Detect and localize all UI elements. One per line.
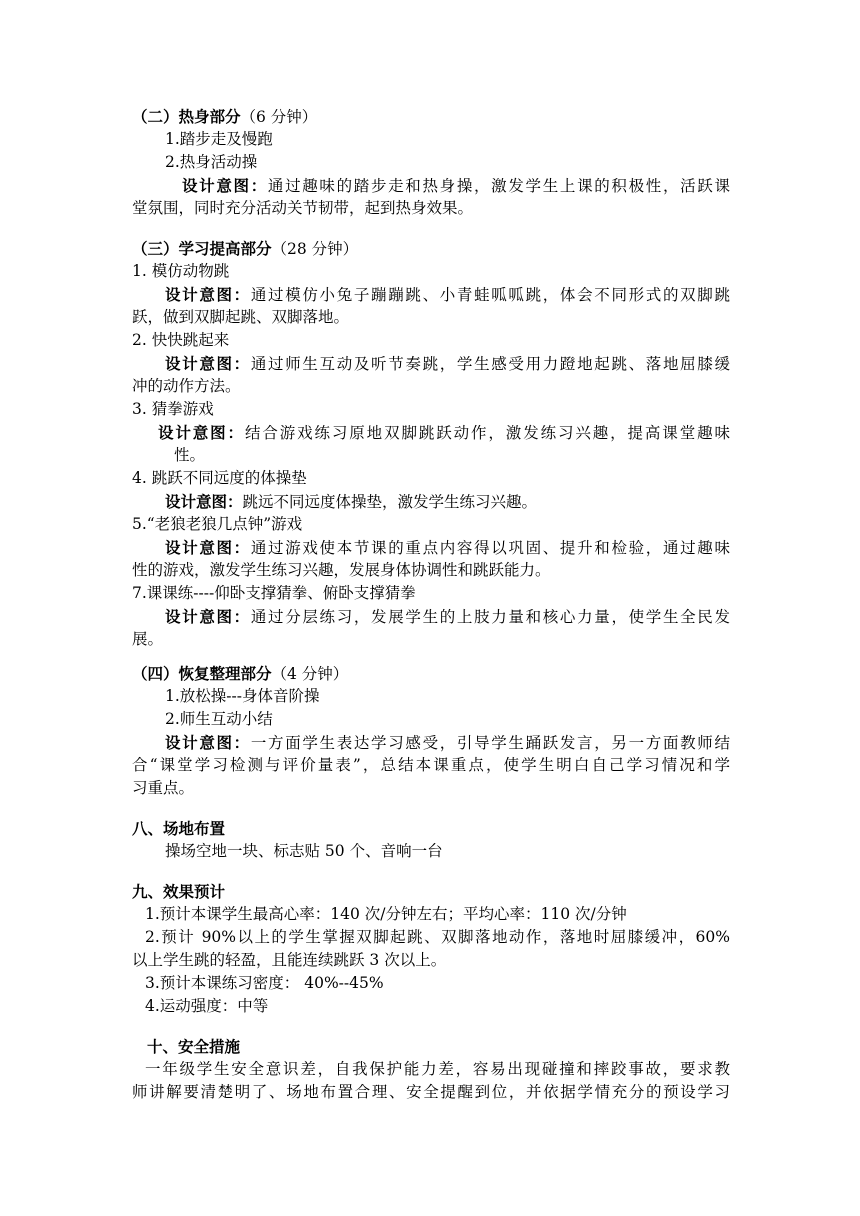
section-heading-safety: 十、安全措施	[147, 1037, 241, 1056]
learning-item-title: 2. 快快跳起来	[132, 331, 230, 349]
learning-item-intent: 设计意图：通过游戏使本节课的重点内容得以巩固、提升和检验，通过趣味	[165, 538, 730, 557]
learning-item-intent: 设计意图：跳远不同远度体操垫，激发学生练习兴趣。	[165, 492, 538, 511]
recovery-item-1: 1.放松操---身体音阶操	[165, 687, 320, 705]
section-heading-warmup: （二）热身部分（6 分钟）	[132, 107, 318, 126]
learning-item-intent-cont: 跃，做到双脚起跳、双脚落地。	[132, 308, 350, 326]
learning-item-title: 1. 模仿动物跳	[132, 262, 230, 280]
learning-item-intent-cont: 性。	[174, 446, 206, 464]
forecast-line-2-cont: 以上学生跳的轻盈，且能连续跳跃 3 次以上。	[132, 951, 447, 969]
safety-line-1: 一年级学生安全意识差，自我保护能力差，容易出现碰撞和摔跤事故，要求教	[145, 1060, 730, 1078]
section-heading-recovery: （四）恢复整理部分（4 分钟）	[132, 664, 349, 683]
forecast-line-2: 2.预计 90%以上的学生掌握双脚起跳、双脚落地动作，落地时屈膝缓冲，60%	[145, 928, 730, 946]
learning-item-intent-cont: 性的游戏，激发学生练习兴趣，发展身体协调性和跳跃能力。	[132, 561, 551, 579]
learning-item-intent: 设计意图：通过分层练习，发展学生的上肢力量和核心力量，使学生全民发	[165, 607, 730, 626]
section-heading-learning: （三）学习提高部分（28 分钟）	[132, 239, 359, 258]
warmup-intent-line-2: 堂氛围，同时充分活动关节韧带，起到热身效果。	[132, 199, 474, 217]
forecast-line-4: 4.运动强度：中等	[145, 997, 269, 1015]
warmup-item-1: 1.踏步走及慢跑	[165, 130, 273, 148]
warmup-item-2: 2.热身活动操	[165, 153, 258, 171]
learning-item-intent: 设计意图：通过模仿小兔子蹦蹦跳、小青蛙呱呱跳，体会不同形式的双脚跳	[165, 285, 730, 304]
venue-text: 操场空地一块、标志贴 50 个、音响一台	[165, 842, 443, 860]
learning-item-title: 7.课课练----仰卧支撑猜拳、俯卧支撑猜拳	[132, 584, 416, 602]
learning-item-title: 4. 跳跃不同远度的体操垫	[132, 469, 307, 487]
recovery-item-2: 2.师生互动小结	[165, 710, 273, 728]
forecast-line-3: 3.预计本课练习密度： 40%--45%	[145, 974, 384, 992]
recovery-intent-line-1: 设计意图：一方面学生表达学习感受，引导学生踊跃发言，另一方面教师结	[165, 733, 730, 752]
learning-item-intent-cont: 展。	[132, 630, 164, 648]
safety-line-2: 师讲解要清楚明了、场地布置合理、安全提醒到位，并依据学情充分的预设学习	[132, 1083, 730, 1101]
warmup-intent-line-1: 设计意图：通过趣味的踏步走和热身操，激发学生上课的积极性，活跃课	[182, 176, 730, 195]
learning-item-title: 3. 猜拳游戏	[132, 400, 214, 418]
learning-item-title: 5.“老狼老狼几点钟”游戏	[132, 515, 303, 533]
recovery-intent-line-2: 合“课堂学习检测与评价量表”，总结本课重点，使学生明白自己学习情况和学	[132, 756, 730, 774]
section-heading-venue: 八、场地布置	[132, 819, 226, 838]
recovery-intent-line-3: 习重点。	[132, 779, 195, 797]
forecast-line-1: 1.预计本课学生最高心率：140 次/分钟左右；平均心率：110 次/分钟	[145, 905, 627, 923]
learning-item-intent: 设计意图：通过师生互动及听节奏跳，学生感受用力蹬地起跳、落地屈膝缓	[165, 354, 730, 373]
section-heading-forecast: 九、效果预计	[132, 882, 226, 901]
learning-item-intent-cont: 冲的动作方法。	[132, 377, 241, 395]
learning-item-intent: 设计意图：结合游戏练习原地双脚跳跃动作，激发练习兴趣，提高课堂趣味	[158, 423, 730, 442]
